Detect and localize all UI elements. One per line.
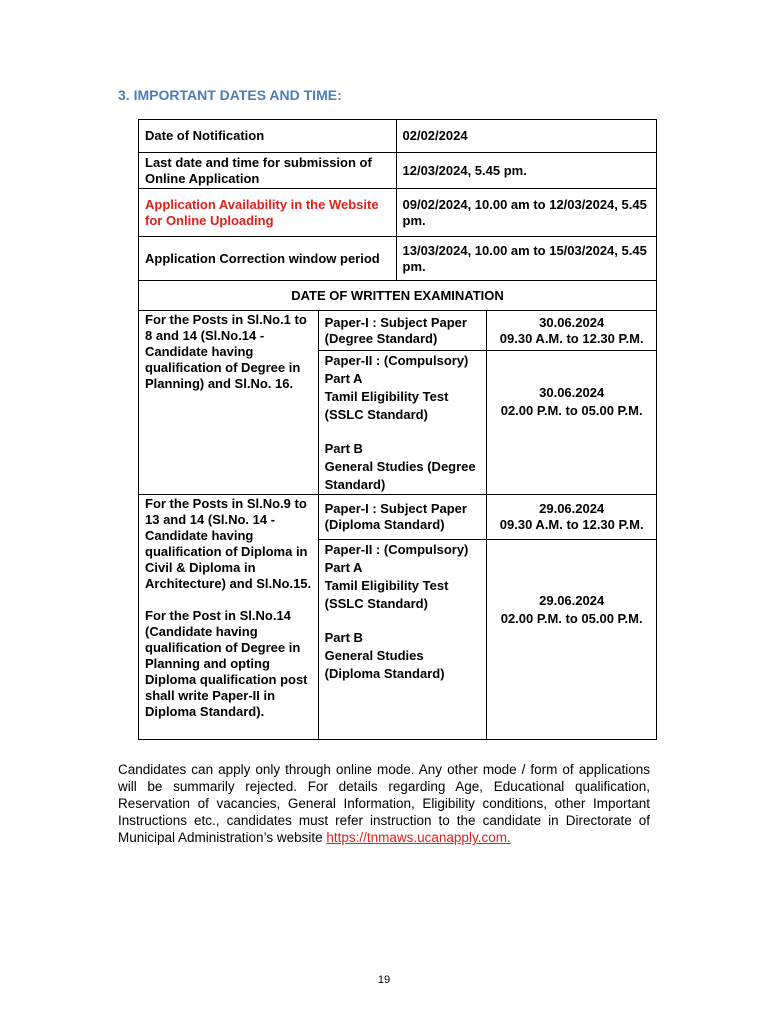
- posts-cell: [139, 495, 319, 740]
- paper2-part-a: Part A: [324, 560, 363, 575]
- paper2-part-b: Part B: [324, 630, 363, 645]
- website-link[interactable]: https://tnmaws.ucanapply.com.: [326, 830, 511, 845]
- table-row: [139, 495, 657, 540]
- table-row: [139, 120, 657, 153]
- paper2-title: Paper-II : (Compulsory): [324, 353, 469, 368]
- paper2-time: 02.00 P.M. to 05.00 P.M.: [500, 403, 643, 418]
- paper1-date: 29.06.2024: [539, 501, 605, 516]
- instructions-text: Candidates can apply only through online mode. Any other mode / form of applications will be summarily rejected. For details regarding Age, Educational qualification, Reservation of vacancies, General Information, Eligibility conditions, other Important Instructions etc., candidates must refer instruction to the candidate in Directorate of Municipal Administration’s website: [118, 762, 650, 845]
- paper2-part-a-desc: Tamil Eligibility Test (SSLC Standard): [324, 578, 449, 611]
- posts-cell: For the Posts in Sl.No.1 to 8 and 14 (Sl.No.14 - Candidate having qualification of Degree in Planning) and Sl.No. 16.: [139, 311, 319, 495]
- row-label: Last date and time for submission of Online Application: [139, 153, 397, 189]
- paper1-date: 30.06.2024: [539, 314, 605, 330]
- row-label-highlighted: Application Availability in the Website for Online Uploading: [139, 189, 397, 237]
- row-label: Date of Notification: [139, 120, 397, 153]
- paper2-cell: [318, 540, 487, 740]
- row-value: 02/02/2024: [396, 120, 657, 153]
- paper1-datetime: [487, 495, 657, 540]
- paper2-time: 02.00 P.M. to 05.00 P.M.: [500, 611, 643, 626]
- paper2-title: Paper-II : (Compulsory): [324, 542, 469, 557]
- row-value: 09/02/2024, 10.00 am to 12/03/2024, 5.45 pm.: [396, 189, 657, 237]
- paper2-date: 29.06.2024: [539, 593, 605, 608]
- posts-text: For the Posts in Sl.No.9 to 13 and 14 (Sl.No. 14 - Candidate having qualification of Diploma in Civil & Diploma in Architecture) and Sl.No.15.: [145, 496, 312, 591]
- paper2-datetime: [487, 351, 657, 495]
- paper2-part-b: Part B: [324, 441, 363, 456]
- exam-header: DATE OF WRITTEN EXAMINATION: [139, 281, 657, 311]
- instructions-paragraph: [118, 761, 650, 846]
- paper2-cell: [318, 351, 487, 495]
- table-row: [139, 189, 657, 237]
- row-value: 12/03/2024, 5.45 pm.: [396, 153, 657, 189]
- page-number: 19: [377, 974, 391, 986]
- table-row: [139, 153, 657, 189]
- section-heading: 3. IMPORTANT DATES AND TIME:: [118, 87, 342, 103]
- paper2-part-a: Part A: [324, 371, 363, 386]
- paper2-date: 30.06.2024: [539, 385, 605, 400]
- paper2-part-b-desc: General Studies (Diploma Standard): [324, 648, 445, 681]
- posts-note: For the Post in Sl.No.14 (Candidate having qualification of Degree in Planning and opting Diploma qualification post shall write Paper-II in Diploma Standard).: [145, 608, 308, 719]
- important-dates-table: [138, 119, 657, 740]
- paper1-time: 09.30 A.M. to 12.30 P.M.: [499, 517, 644, 532]
- paper2-part-a-desc: Tamil Eligibility Test (SSLC Standard): [324, 389, 449, 422]
- paper1-time: 09.30 A.M. to 12.30 P.M.: [499, 330, 644, 346]
- table-row: [139, 237, 657, 281]
- row-value: 13/03/2024, 10.00 am to 15/03/2024, 5.45 pm.: [396, 237, 657, 281]
- paper2-part-b-desc: General Studies (Degree Standard): [324, 459, 476, 492]
- table-row: [139, 311, 657, 351]
- paper1-datetime: [487, 311, 657, 351]
- row-label: Application Correction window period: [139, 237, 397, 281]
- exam-header-row: [139, 281, 657, 311]
- paper1-cell: Paper-I : Subject Paper (Diploma Standard): [318, 495, 487, 540]
- paper1-cell: Paper-I : Subject Paper (Degree Standard): [318, 311, 487, 351]
- paper2-datetime: [487, 540, 657, 740]
